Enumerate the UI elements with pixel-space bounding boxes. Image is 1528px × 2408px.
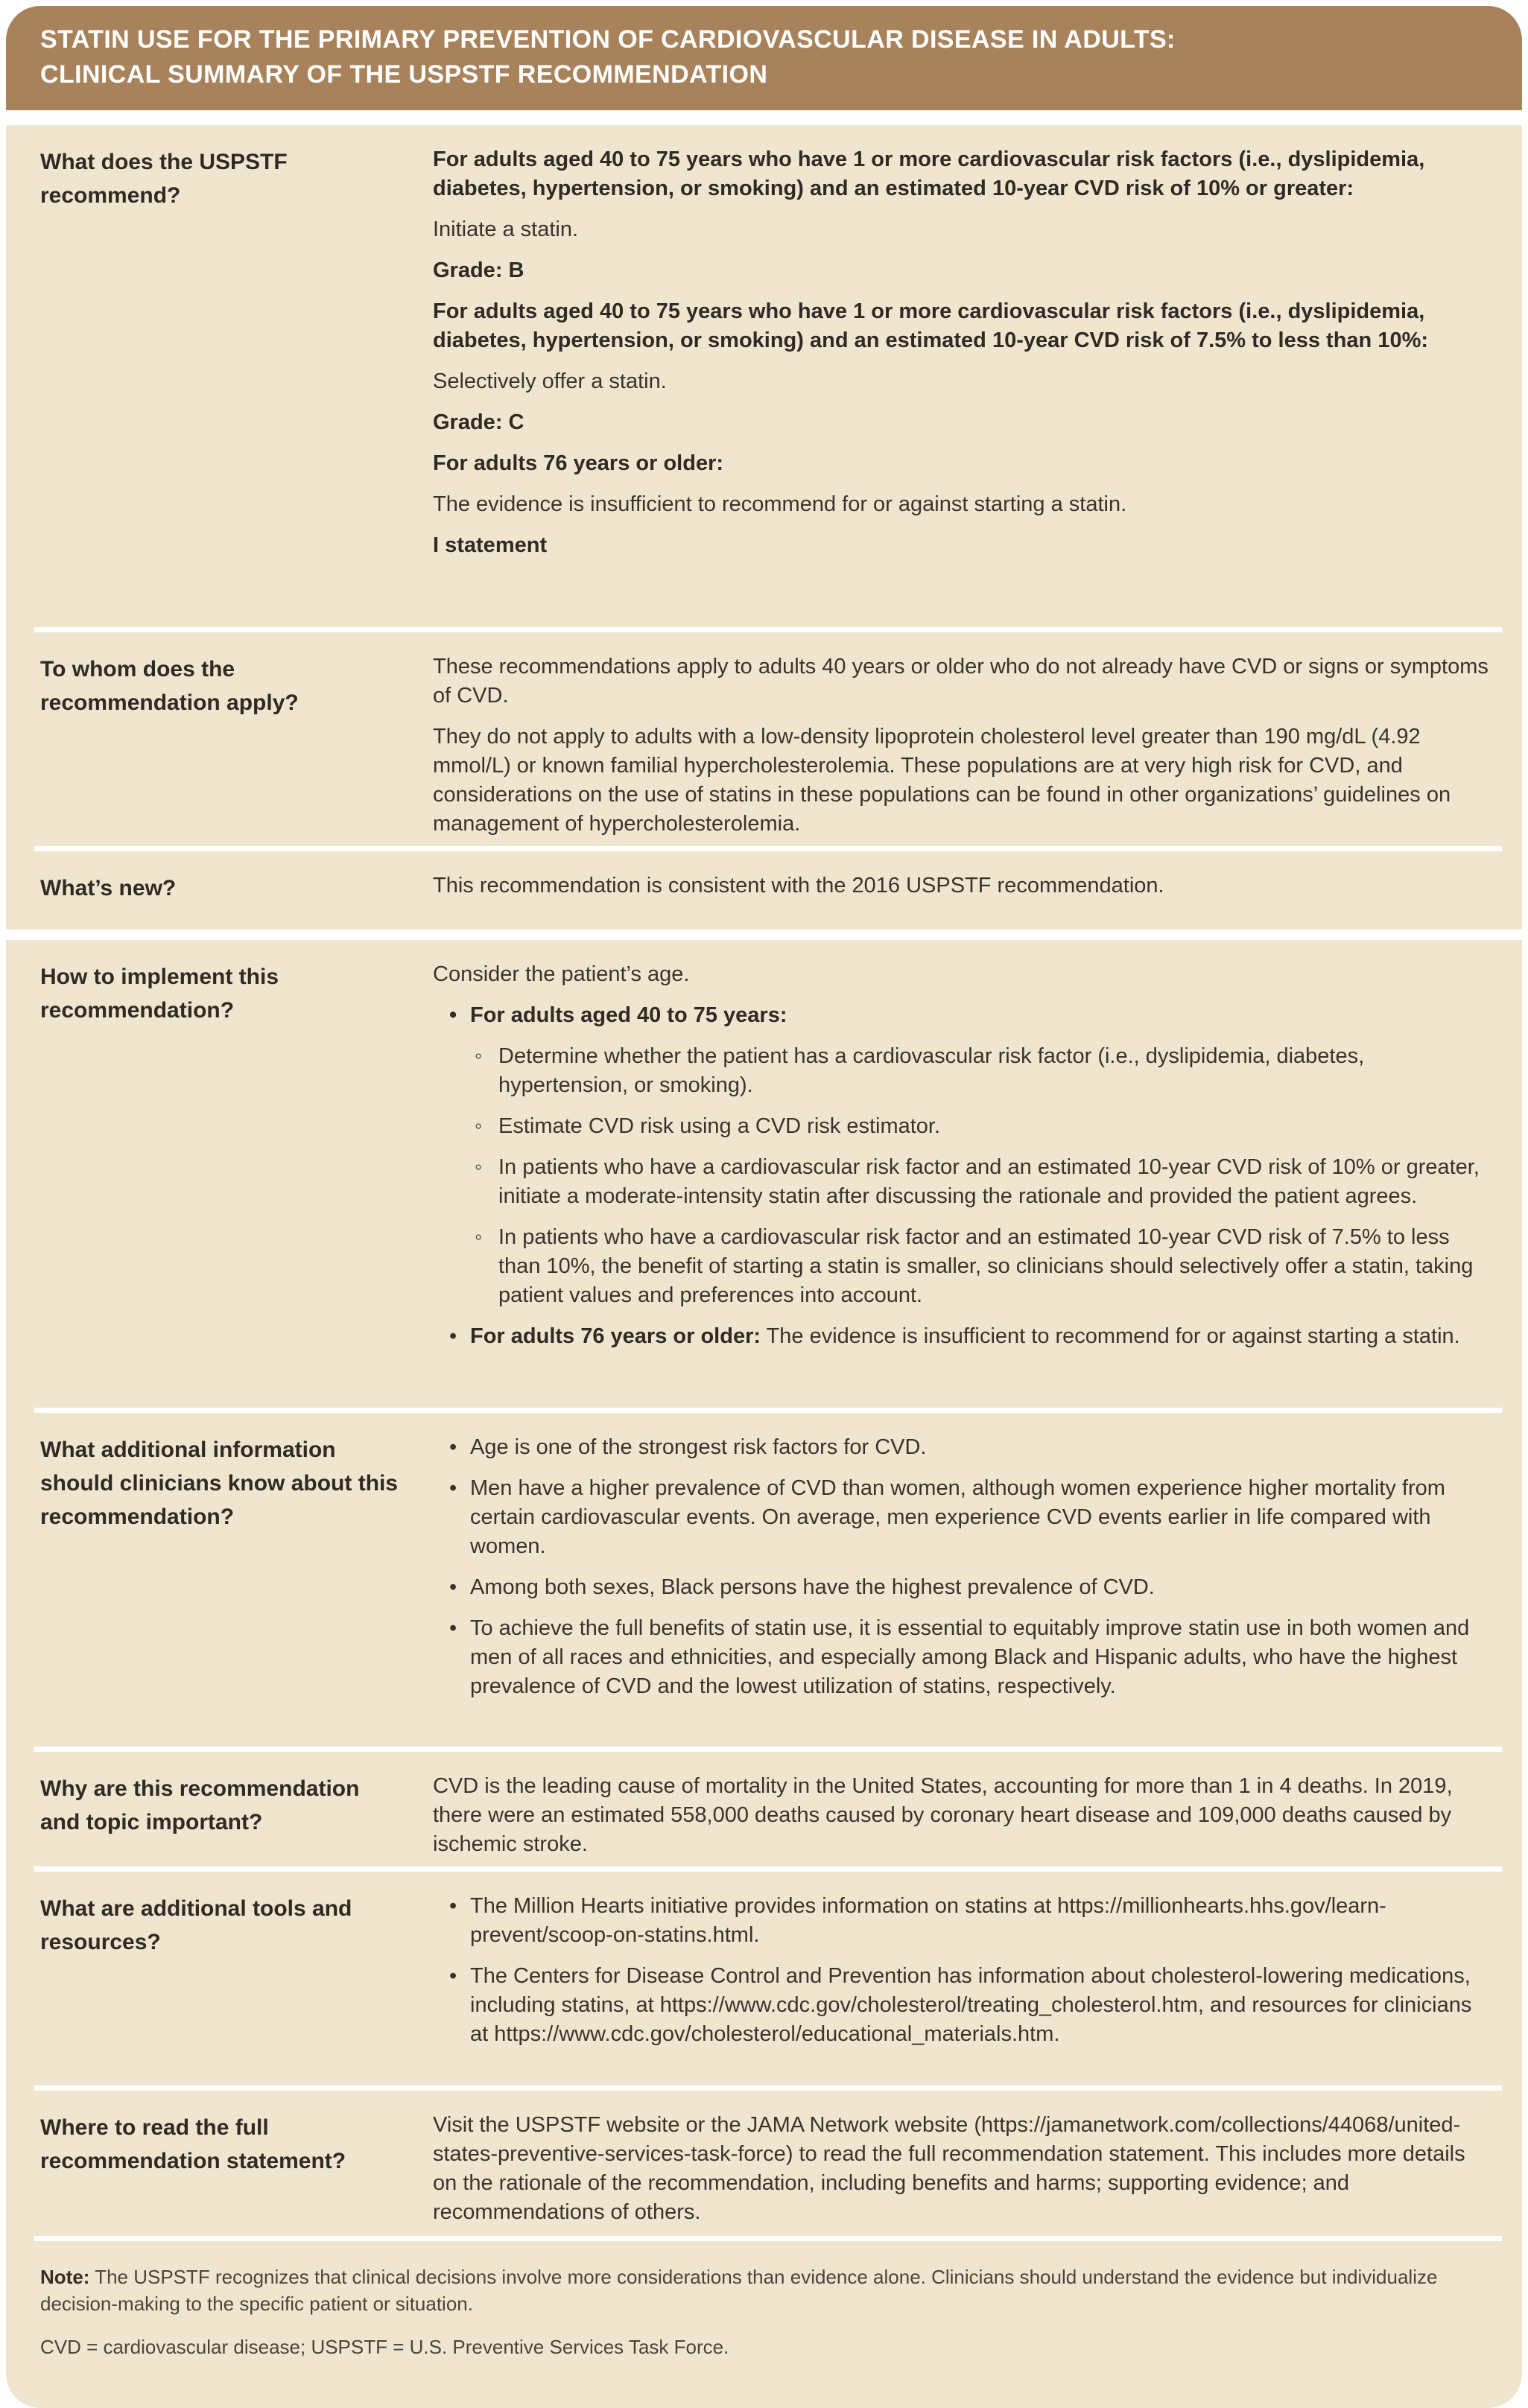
bullet-item	[433, 1322, 1492, 1351]
bullet-item: • Men have a higher prevalence of CVD than women, although women experience higher mortality from certain cardiovascular events. On average, men experience CVD events earlier in life compared with women.	[433, 1474, 1492, 1561]
row-question: Where to read the full recommendation statement?	[40, 2115, 346, 2173]
abbreviations: CVD = cardiovascular disease; USPSTF = U.S. Preventive Services Task Force.	[40, 2336, 729, 2358]
summary-table-block-1	[6, 125, 1522, 930]
table-row	[6, 1413, 1522, 1747]
sub-bullet-item: ◦ In patients who have a cardiovascular risk factor and an estimated 10-year CVD risk of 10% or greater, initiate a moderate-intensity statin after discussing the rationale and provided the patient agrees.	[433, 1153, 1492, 1211]
header-gap	[6, 110, 1522, 125]
table-row	[6, 125, 1522, 627]
row-answer	[433, 145, 1492, 620]
answer-paragraph: For adults aged 40 to 75 years who have 1 or more cardiovascular risk factors (i.e., dyslipidemia, diabetes, hypertension, or smoking) and an estimated 10-year CVD risk of 7.5% to less than 10%:	[433, 299, 1429, 352]
row-question: What’s new?	[40, 876, 177, 900]
row-answer	[433, 2111, 1492, 2228]
answer-paragraph: This recommendation is consistent with the 2016 USPSTF recommendation.	[433, 874, 1164, 898]
page-title-line1: STATIN USE FOR THE PRIMARY PREVENTION OF CARDIOVASCULAR DISEASE IN ADULTS:	[40, 25, 1176, 54]
row-divider	[34, 2236, 1502, 2241]
row-question: Why are this recommendation and topic important?	[40, 1776, 360, 1834]
row-question: To whom does the recommendation apply?	[40, 657, 299, 715]
answer-paragraph: They do not apply to adults with a low-density lipoprotein cholesterol level greater than 190 mg/dL (4.92 mmol/L) or known familial hypercholesterolemia. These populations are at very high risk for CVD, and considerations on the use of statins in these populations can be found in other organizations’ guidelines on management of hypercholesterolemia.	[433, 725, 1451, 836]
note-text: The USPSTF recognizes that clinical decisions involve more considerations than evidence alone. Clinicians should understand the evidence but individualize decision-making to the specific patient or situation.	[40, 2266, 1438, 2315]
row-question: What are additional tools and resources?	[40, 1896, 352, 1954]
row-divider	[34, 1747, 1502, 1752]
bullet-lead-in: For adults 76 years or older:	[470, 1324, 761, 1348]
row-divider	[34, 627, 1502, 632]
grade-label: Grade: B	[433, 258, 524, 282]
bullet-item: • The Centers for Disease Control and Prevention has information about cholesterol-lowering medications, including statins, at https://www.cdc.gov/cholesterol/treating_cholesterol.htm, and resources for clinicians at https://www.cdc.gov/cholesterol/educational_materials.htm.	[433, 1962, 1492, 2049]
bullet-rest: The evidence is insufficient to recommend for or against starting a statin.	[761, 1324, 1460, 1348]
note-paragraph	[40, 2264, 1489, 2317]
row-answer	[433, 1892, 1492, 2078]
table-row	[6, 851, 1522, 930]
row-divider	[34, 846, 1502, 851]
note-label: Note:	[40, 2266, 90, 2288]
summary-table-block-2	[6, 940, 1522, 2408]
row-answer	[433, 960, 1492, 1400]
table-row	[6, 632, 1522, 846]
row-divider	[34, 1408, 1502, 1413]
clinical-summary-document	[6, 6, 1522, 2408]
table-row	[6, 1872, 1522, 2085]
table-row	[6, 940, 1522, 1408]
statement-label: I statement	[433, 533, 548, 557]
answer-paragraph: Visit the USPSTF website or the JAMA Network website (https://jamanetwork.com/collections/44068/united-states-preventive-services-task-force) to read the full recommendation statement. This includes more details on the rationale of the recommendation, including benefits and harms; supporting evidence; and recommendations of others.	[433, 2113, 1465, 2224]
row-answer	[433, 871, 1492, 922]
row-answer	[433, 652, 1492, 839]
answer-paragraph: For adults 76 years or older:	[433, 451, 724, 475]
row-divider	[34, 2085, 1502, 2091]
row-question: What additional information should clinicians know about this recommendation?	[40, 1438, 399, 1529]
block-gap	[6, 930, 1522, 940]
row-answer	[433, 1772, 1492, 1859]
bullet-item: • To achieve the full benefits of statin use, it is essential to equitably improve statin use in both women and men of all races and ethnicities, and especially among Black and Hispanic adults, who have the highest prevalence of CVD and the lowest utilization of statins, respectively.	[433, 1614, 1492, 1701]
bullet-item: • For adults aged 40 to 75 years:	[433, 1001, 1492, 1030]
answer-paragraph: CVD is the leading cause of mortality in the United States, accounting for more than 1 in 4 deaths. In 2019, there were an estimated 558,000 deaths caused by coronary heart disease and 109,000 deaths caused by ischemic stroke.	[433, 1774, 1453, 1856]
answer-paragraph: Consider the patient’s age.	[433, 962, 690, 986]
row-question: What does the USPSTF recommend?	[40, 150, 288, 208]
sub-bullet-item: ◦ Estimate CVD risk using a CVD risk estimator.	[433, 1112, 1492, 1141]
grade-label: Grade: C	[433, 410, 524, 434]
answer-paragraph: Initiate a statin.	[433, 217, 579, 241]
row-answer	[433, 1433, 1492, 1739]
table-row	[6, 2091, 1522, 2236]
bullet-item: • Among both sexes, Black persons have the highest prevalence of CVD.	[433, 1573, 1492, 1602]
table-row	[6, 1752, 1522, 1867]
row-divider	[34, 1867, 1502, 1872]
bullet-item: • Age is one of the strongest risk factors for CVD.	[433, 1433, 1492, 1462]
sub-bullet-item: ◦ Determine whether the patient has a cardiovascular risk factor (i.e., dyslipidemia, diabetes, hypertension, or smoking).	[433, 1042, 1492, 1100]
answer-paragraph: The evidence is insufficient to recommend for or against starting a statin.	[433, 492, 1127, 516]
document-header	[6, 6, 1522, 110]
sub-bullet-item: ◦ In patients who have a cardiovascular risk factor and an estimated 10-year CVD risk of 7.5% to less than 10%, the benefit of starting a statin is smaller, so clinicians should selectively offer a statin, taking patient values and preferences into account.	[433, 1223, 1492, 1310]
page-title-line2: CLINICAL SUMMARY OF THE USPSTF RECOMMENDATION	[40, 60, 768, 89]
answer-paragraph: These recommendations apply to adults 40 years or older who do not already have CVD or signs or symptoms of CVD.	[433, 655, 1489, 708]
row-question: How to implement this recommendation?	[40, 965, 279, 1023]
footnote-area	[6, 2241, 1522, 2408]
bullet-item: • The Million Hearts initiative provides information on statins at https://millionhearts.hhs.gov/learn-prevent/scoop-on-statins.html.	[433, 1892, 1492, 1950]
answer-paragraph: Selectively offer a statin.	[433, 369, 667, 393]
answer-paragraph: For adults aged 40 to 75 years who have 1 or more cardiovascular risk factors (i.e., dyslipidemia, diabetes, hypertension, or smoking) and an estimated 10-year CVD risk of 10% or greater:	[433, 147, 1425, 200]
